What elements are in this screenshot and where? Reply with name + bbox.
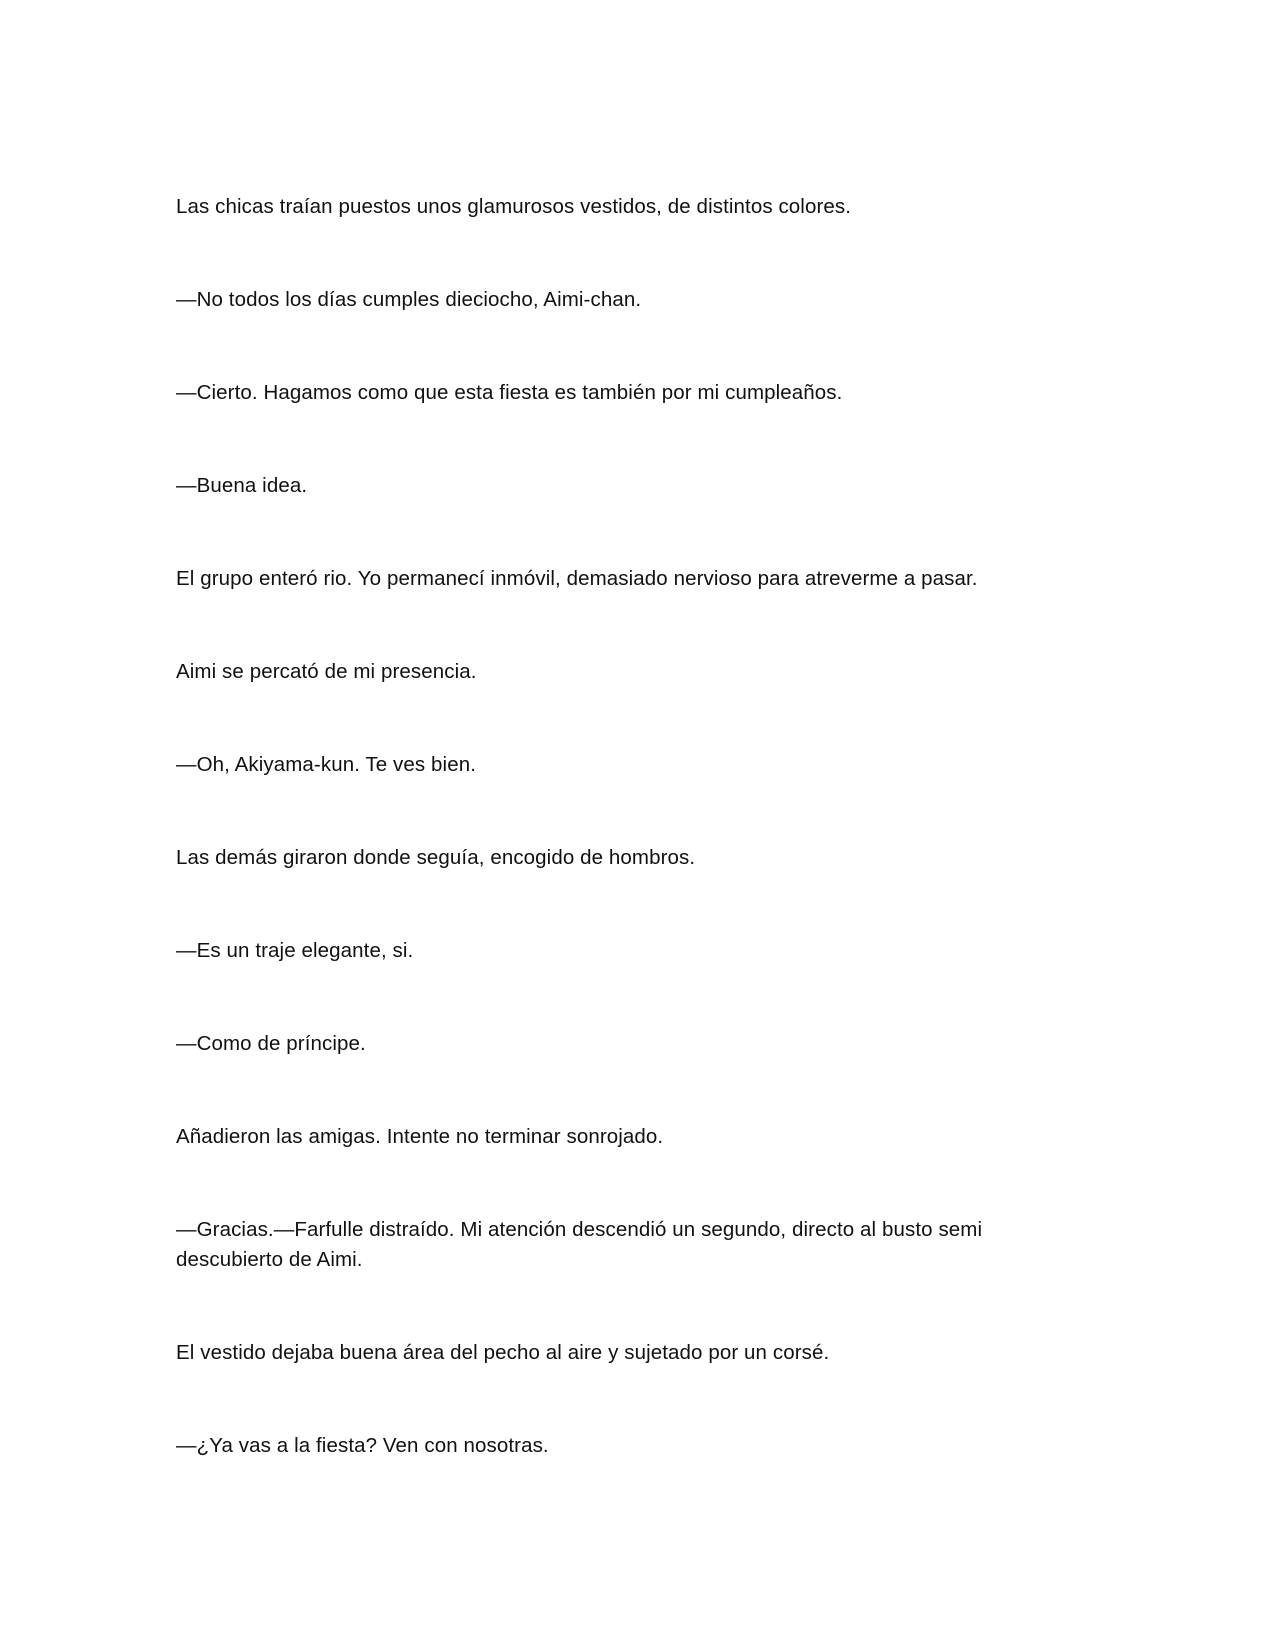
- paragraph-11: Añadieron las amigas. Intente no terminar sonrojado.: [176, 1125, 664, 1148]
- paragraph-12: —Gracias.—Farfulle distraído. Mi atención descendió un segundo, directo al busto semi descubierto de Aimi.: [176, 1218, 983, 1271]
- paragraph-3: —Cierto. Hagamos como que esta fiesta es también por mi cumpleaños.: [176, 381, 843, 404]
- body-text: [176, 192, 1006, 1461]
- paragraph-4: —Buena idea.: [176, 474, 308, 497]
- paragraph-5: El grupo enteró rio. Yo permanecí inmóvil, demasiado nervioso para atreverme a pasar.: [176, 567, 978, 590]
- paragraph-2: —No todos los días cumples dieciocho, Aimi-chan.: [176, 288, 642, 311]
- paragraph-9: —Es un traje elegante, si.: [176, 939, 414, 962]
- paragraph-10: —Como de príncipe.: [176, 1032, 366, 1055]
- paragraph-6: Aimi se percató de mi presencia.: [176, 660, 477, 683]
- paragraph-14: —¿Ya vas a la fiesta? Ven con nosotras.: [176, 1434, 549, 1457]
- paragraph-7: —Oh, Akiyama-kun. Te ves bien.: [176, 753, 477, 776]
- paragraph-1: Las chicas traían puestos unos glamurosos vestidos, de distintos colores.: [176, 195, 852, 218]
- paragraph-8: Las demás giraron donde seguía, encogido de hombros.: [176, 846, 696, 869]
- paragraph-13: El vestido dejaba buena área del pecho al aire y sujetado por un corsé.: [176, 1341, 830, 1364]
